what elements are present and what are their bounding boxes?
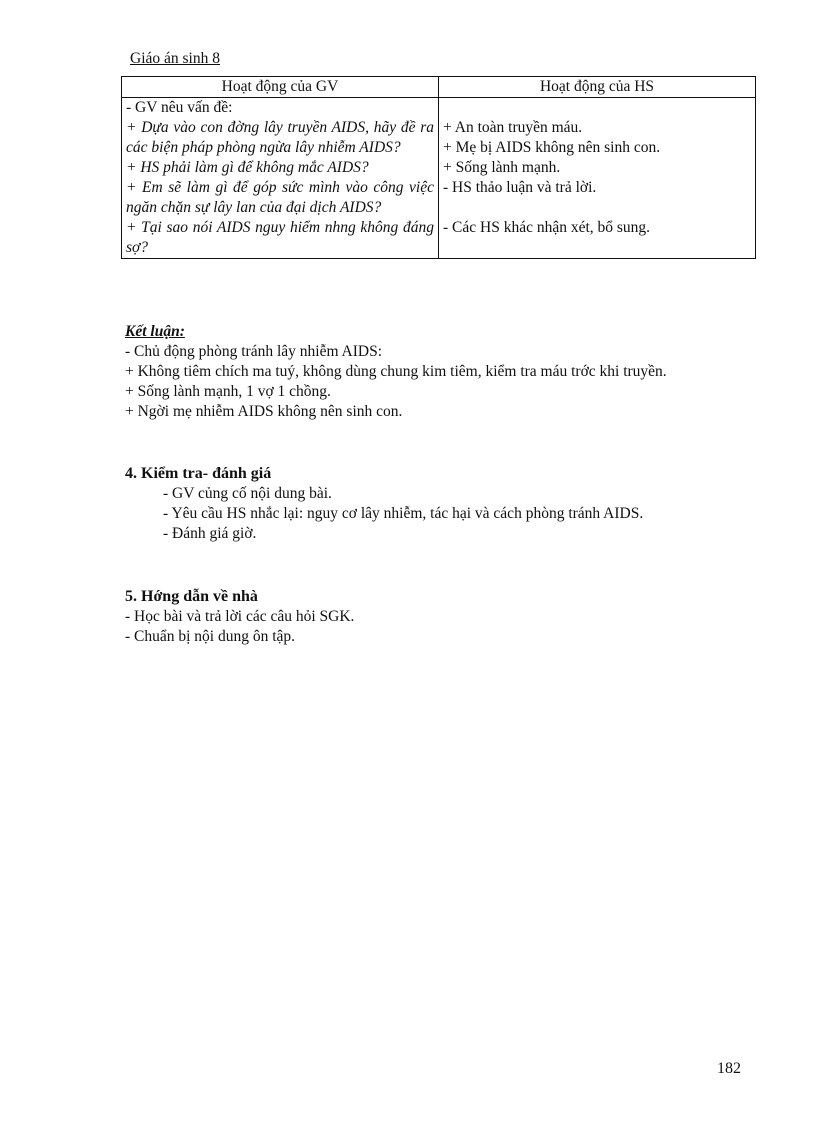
gv-question: + Tại sao nói AIDS nguy hiểm nhng không đáng sợ? (126, 219, 434, 256)
student-activity-cell (439, 98, 756, 259)
hs-item: + An toàn truyền máu. (443, 119, 583, 136)
conclusion-section (125, 322, 745, 422)
assessment-line: - Yêu cầu HS nhắc lại: nguy cơ lây nhiễm, tác hại và cách phòng tránh AIDS. (163, 505, 644, 522)
conclusion-line: + Sống lành mạnh, 1 vợ 1 chồng. (125, 383, 331, 400)
homework-section (125, 587, 745, 647)
conclusion-title: Kết luận: (125, 323, 185, 340)
homework-line: - Chuẩn bị nội dung ôn tập. (125, 628, 296, 645)
hs-item: + Mẹ bị AIDS không nên sinh con. (443, 139, 661, 156)
homework-line: - Học bài và trả lời các câu hỏi SGK. (125, 608, 355, 625)
conclusion-line: - Chủ động phòng tránh lây nhiễm AIDS: (125, 343, 383, 360)
table-header-row (122, 77, 756, 98)
page-number: 182 (717, 1060, 741, 1077)
section-5-title: 5. Hớng dẫn về nhà (125, 588, 258, 605)
conclusion-line: + Không tiêm chích ma tuý, không dùng chung kim tiêm, kiểm tra máu trớc khi truyền. (125, 363, 667, 380)
activity-table (121, 76, 756, 259)
document-header: Giáo án sinh 8 (130, 50, 220, 67)
hs-item: - HS thảo luận và trả lời. (443, 179, 597, 196)
gv-question: + Em sẽ làm gì để góp sức mình vào công việc ngăn chặn sự lây lan của đại dịch AIDS? (126, 179, 434, 216)
hs-item: - Các HS khác nhận xét, bổ sung. (443, 219, 651, 236)
section-4-title: 4. Kiểm tra- đánh giá (125, 465, 272, 482)
table-row (122, 98, 756, 259)
gv-question: + Dựa vào con đờng lây truyền AIDS, hãy đề ra các biện pháp phòng ngừa lây nhiễm AIDS? (126, 119, 434, 156)
conclusion-line: + Ngời mẹ nhiễm AIDS không nên sinh con. (125, 403, 403, 420)
teacher-activity-header: Hoạt động của GV (122, 77, 439, 98)
gv-intro: - GV nêu vấn đề: (126, 99, 233, 116)
assessment-line: - GV củng cố nội dung bài. (163, 485, 332, 502)
hs-item: + Sống lành mạnh. (443, 159, 561, 176)
student-activity-header: Hoạt động của HS (439, 77, 756, 98)
teacher-activity-cell (122, 98, 439, 259)
gv-question: + HS phải làm gì để không mắc AIDS? (126, 159, 369, 176)
assessment-line: - Đánh giá giờ. (163, 525, 257, 542)
assessment-section (125, 464, 745, 544)
